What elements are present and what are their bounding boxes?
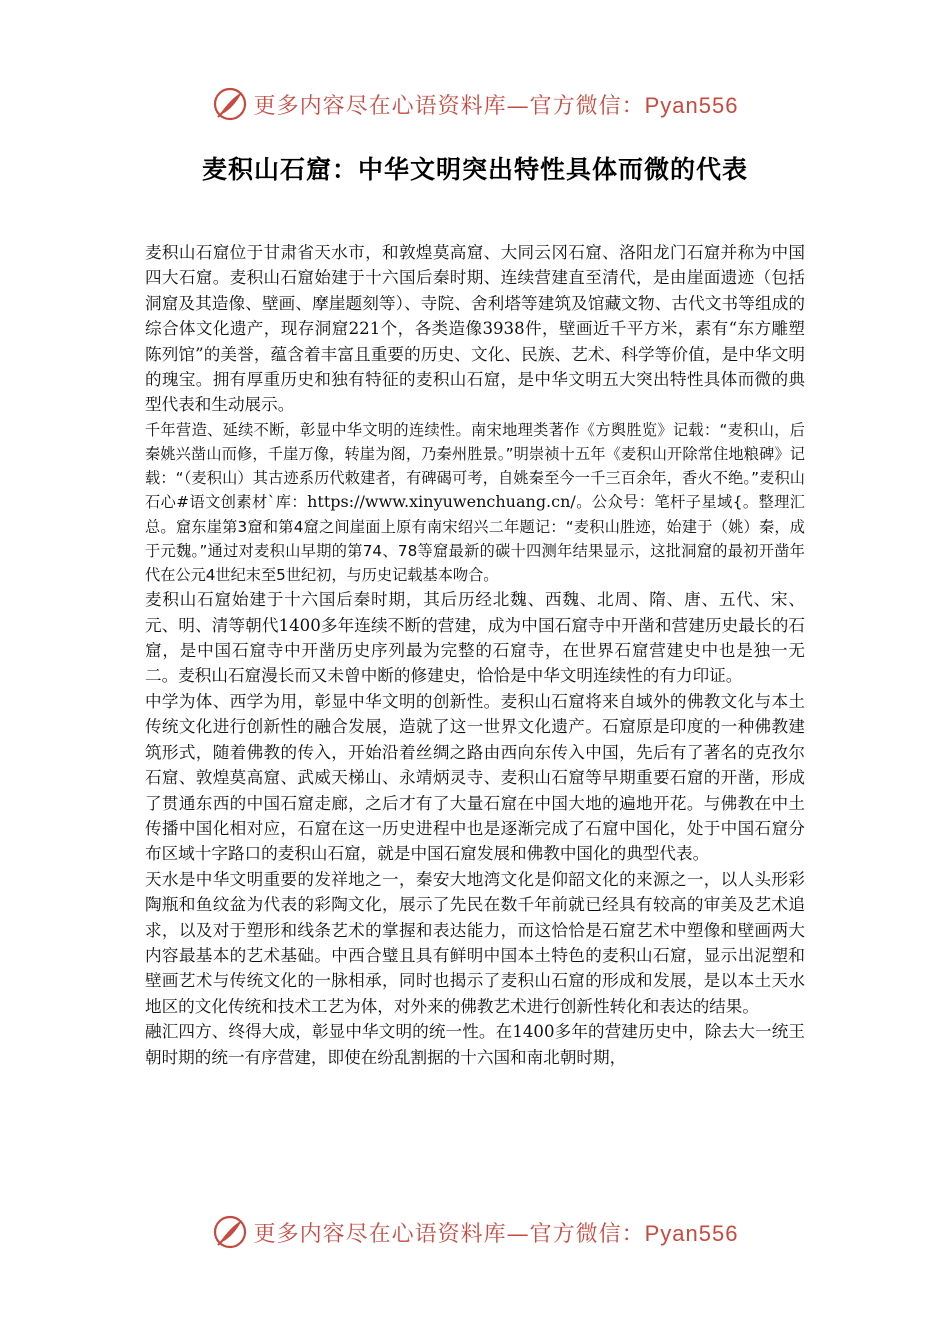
feather-logo-icon	[212, 86, 248, 122]
watermark-banner-top	[0, 82, 950, 126]
paragraph-continuity	[145, 418, 805, 587]
paragraph-history: 麦积山石窟始建于十六国后秦时期，其后历经北魏、西魏、北周、隋、唐、五代、宋、元、明、清等朝代1400多年连续不断的营建，成为中国石窟寺中开凿和营建历史最长的石窟，是中国石窟寺中开凿历史序列最为完整的石窟寺，在世界石窟营建史中也是独一无二。麦积山石窟漫长而又未曾中断的修建史，恰恰是中华文明连续性的有力印证。	[145, 590, 805, 686]
paragraph-intro: 麦积山石窟位于甘肃省天水市，和敦煌莫高窟、大同云冈石窟、洛阳龙门石窟并称为中国四大石窟。麦积山石窟始建于十六国后秦时期、连续营建直至清代，是由崖面遗迹（包括洞窟及其造像、壁画、摩崖题刻等）、寺院、舍利塔等建筑及馆藏文物、古代文书等组成的综合体文化遗产，现存洞窟221个，各类造像3938件，壁画近千平方米，素有“东方雕塑陈列馆”的美誉，蕴含着丰富且重要的历史、文化、民族、艺术、科学等价值，是中华文明的瑰宝。拥有厚重历史和独有特征的麦积山石窟，是中华文明五大突出特性具体而微的典型代表和生动展示。	[145, 243, 805, 415]
watermark-text-cn: 更多内容尽在心语资料库—官方微信：	[253, 93, 645, 119]
paragraph-unity: 融汇四方、终得大成，彰显中华文明的统一性。在1400多年的营建历史中，除去大一统王朝时期的统一有序营建，即使在纷乱割据的十六国和南北朝时期，	[145, 1022, 805, 1067]
paragraph-innovation: 中学为体、西学为用，彰显中华文明的创新性。麦积山石窟将来自域外的佛教文化与本土传统文化进行创新性的融合发展，造就了这一世界文化遗产。石窟原是印度的一种佛教建筑形式，随着佛教的传入，开始沿着丝绸之路由西向东传入中国，先后有了著名的克孜尔石窟、敦煌莫高窟、武威天梯山、永靖炳灵寺、麦积山石窟等早期重要石窟的开凿，形成了贯通东西的中国石窟走廊，之后才有了大量石窟在中国大地的遍地开花。与佛教在中土传播中国化相对应，石窟在这一历史进程中也是逐渐完成了石窟中国化，处于中国石窟分布区域十字路口的麦积山石窟，就是中国石窟发展和佛教中国化的典型代表。	[145, 691, 805, 864]
paragraph-tianshui: 天水是中华文明重要的发祥地之一，秦安大地湾文化是仰韶文化的来源之一，以人头形彩陶瓶和鱼纹盆为代表的彩陶文化，展示了先民在数千年前就已经具有较高的审美及艺术追求，以及对于塑形和线条艺术的掌握和表达能力，而这恰恰是石窟艺术中塑像和壁画两大内容最基本的艺术基础。中西合璧且具有鲜明中国本土特色的麦积山石窟，显示出泥塑和壁画艺术与传统文化的一脉相承，同时也揭示了麦积山石窟的形成和发展，是以本土天水地区的文化传统和技术工艺为体，对外来的佛教艺术进行创新性转化和表达的结果。	[145, 869, 805, 1016]
source-url: https://www.xinyuwenchuang.cn/	[307, 492, 576, 512]
continuity-text-before: 千年营造、延续不断，彰显中华文明的连续性。南宋地理类著作《方舆胜览》记载：“麦积山，后秦姚兴凿山而修，千崖万像，转崖为阁，乃秦州胜景。”明崇祯十五年《麦积山开除常住地粮碑》记载：“（麦积山）其古迹系历代敕建者，有碑碣可考，自姚秦至今一千三百余年，香火不绝。”麦积山石心#语文创素材`库：	[145, 420, 805, 512]
feather-logo-icon	[212, 1214, 248, 1250]
document-body	[145, 240, 805, 1070]
watermark-banner-bottom	[0, 1210, 950, 1254]
continuity-text-after: 。公众号：笔杆子星域{。整理汇总。窟东崖第3窟和第4窟之间崖面上原有南宋绍兴二年题记：“麦积山胜迹，始建于（姚）秦，成于元魏。”通过对麦积山早期的第74、78等窟最新的碳十四测年结果显示，这批洞窟的最初开凿年代在公元4世纪末至5世纪初，与历史记载基本吻合。	[145, 493, 805, 585]
watermark-text	[254, 89, 739, 120]
watermark-text-cn: 更多内容尽在心语资料库—官方微信：	[253, 1221, 645, 1247]
watermark-wechat-id: Pyan556	[644, 1220, 739, 1246]
watermark-wechat-id: Pyan556	[644, 92, 739, 118]
document-title: 麦积山石窟：中华文明突出特性具体而微的代表	[201, 155, 748, 184]
watermark-text	[254, 1217, 739, 1248]
